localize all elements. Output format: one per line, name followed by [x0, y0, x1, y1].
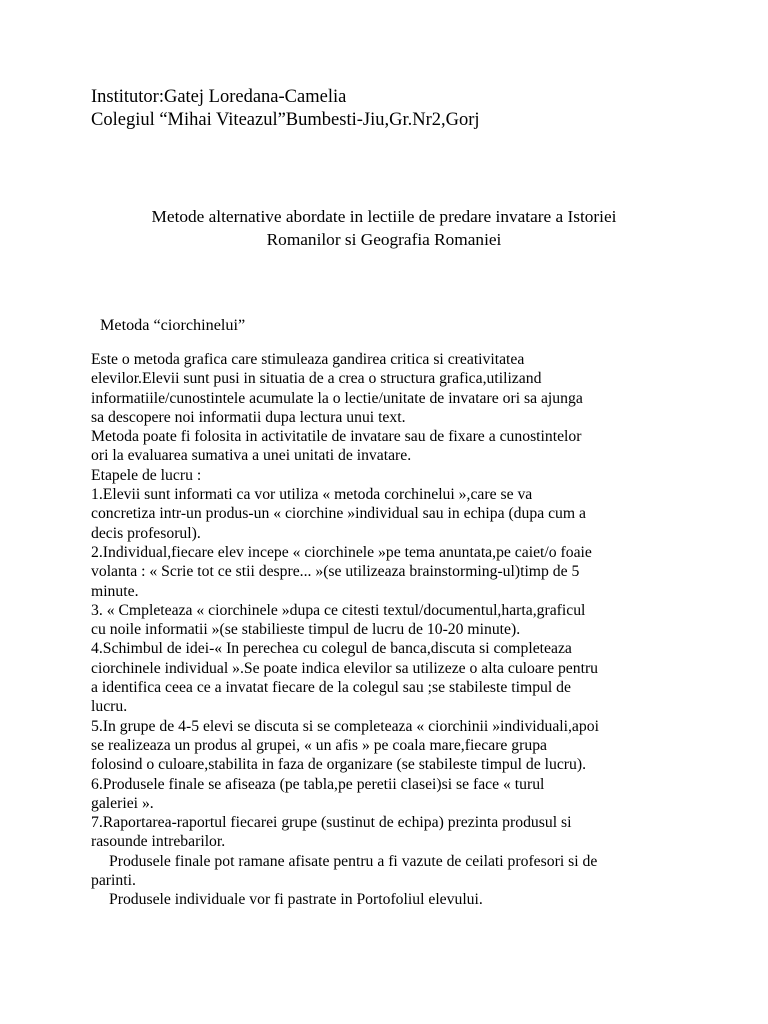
- school-line: Colegiul “Mihai Viteazul”Bumbesti-Jiu,Gr.Nr2,Gorj: [91, 110, 480, 130]
- body-line: decis profesorul).: [91, 524, 201, 542]
- body-line: Produsele finale pot ramane afisate pentru a fi vazute de ceilati profesori si de: [109, 852, 598, 870]
- section-heading: Metoda “ciorchinelui”: [100, 316, 246, 334]
- body-line: 6.Produsele finale se afiseaza (pe tabla,pe peretii clasei)si se face « turul: [91, 775, 545, 793]
- body-line: concretiza intr-un produs-un « ciorchine »individual sau in echipa (dupa cum a: [91, 505, 586, 523]
- title-line-2: Romanilor si Geografia Romaniei: [266, 230, 502, 249]
- document-header: [91, 86, 480, 132]
- body-line: a identifica ceea ce a invatat fiecare de la colegul sau ;se stabileste timpul de: [91, 679, 571, 697]
- body-line: 3. « Cmpleteaza « ciorchinele »dupa ce citesti textul/documentul,harta,graficul: [91, 601, 586, 619]
- body-line: Etapele de lucru :: [91, 466, 202, 484]
- author-line: Institutor:Gatej Loredana-Camelia: [91, 87, 347, 107]
- body-line: 2.Individual,fiecare elev incepe « ciorchinele »pe tema anuntata,pe caiet/o foaie: [91, 543, 592, 561]
- body-line: se realizeaza un produs al grupei, « un afis » pe coala mare,fiecare grupa: [91, 736, 548, 754]
- body-line: volanta : « Scrie tot ce stii despre... »(se utilizeaza brainstorming-ul)timp de 5: [91, 563, 580, 581]
- body-line: Metoda poate fi folosita in activitatile de invatare sau de fixare a cunostintelor: [91, 428, 582, 446]
- body-line: 1.Elevii sunt informati ca vor utiliza « metoda corchinelui »,care se va: [91, 486, 533, 504]
- body-line: 7.Raportarea-raportul fiecarei grupe (sustinut de echipa) prezinta produsul si: [91, 814, 572, 832]
- body-line: cu noile informatii »(se stabilieste timpul de lucru de 10-20 minute).: [91, 621, 521, 639]
- body-text: [91, 350, 741, 910]
- title-line-1: Metode alternative abordate in lectiile de predare invatare a Istoriei: [151, 207, 617, 226]
- body-line: ciorchinele individual ».Se poate indica elevilor sa utilizeze o alta culoare pentru: [91, 659, 599, 677]
- body-line: galeriei ».: [91, 794, 154, 812]
- body-line: ori la evaluarea sumativa a unei unitati de invatare.: [91, 447, 412, 465]
- body-line: elevilor.Elevii sunt pusi in situatia de a crea o structura grafica,utilizand: [91, 370, 542, 388]
- body-line: Este o metoda grafica care stimuleaza gandirea critica si creativitatea: [91, 351, 525, 368]
- body-line: rasounde intrebarilor.: [91, 833, 226, 851]
- body-line: Produsele individuale vor fi pastrate in Portofoliul elevului.: [109, 891, 483, 909]
- body-line: sa descopere noi informatii dupa lectura unui text.: [91, 408, 406, 426]
- body-line: lucru.: [91, 698, 128, 716]
- body-line: parinti.: [91, 872, 136, 890]
- body-line: folosind o culoare,stabilita in faza de organizare (se stabileste timpul de lucru).: [91, 756, 586, 774]
- document-title: [60, 205, 708, 251]
- body-line: 5.In grupe de 4-5 elevi se discuta si se completeaza « ciorchinii »individuali,apoi: [91, 717, 599, 735]
- body-line: informatiile/cunostintele acumulate la o lectie/unitate de invatare ori sa ajunga: [91, 389, 583, 407]
- body-line: minute.: [91, 582, 139, 600]
- body-line: 4.Schimbul de idei-« In perechea cu colegul de banca,discuta si completeaza: [91, 640, 572, 658]
